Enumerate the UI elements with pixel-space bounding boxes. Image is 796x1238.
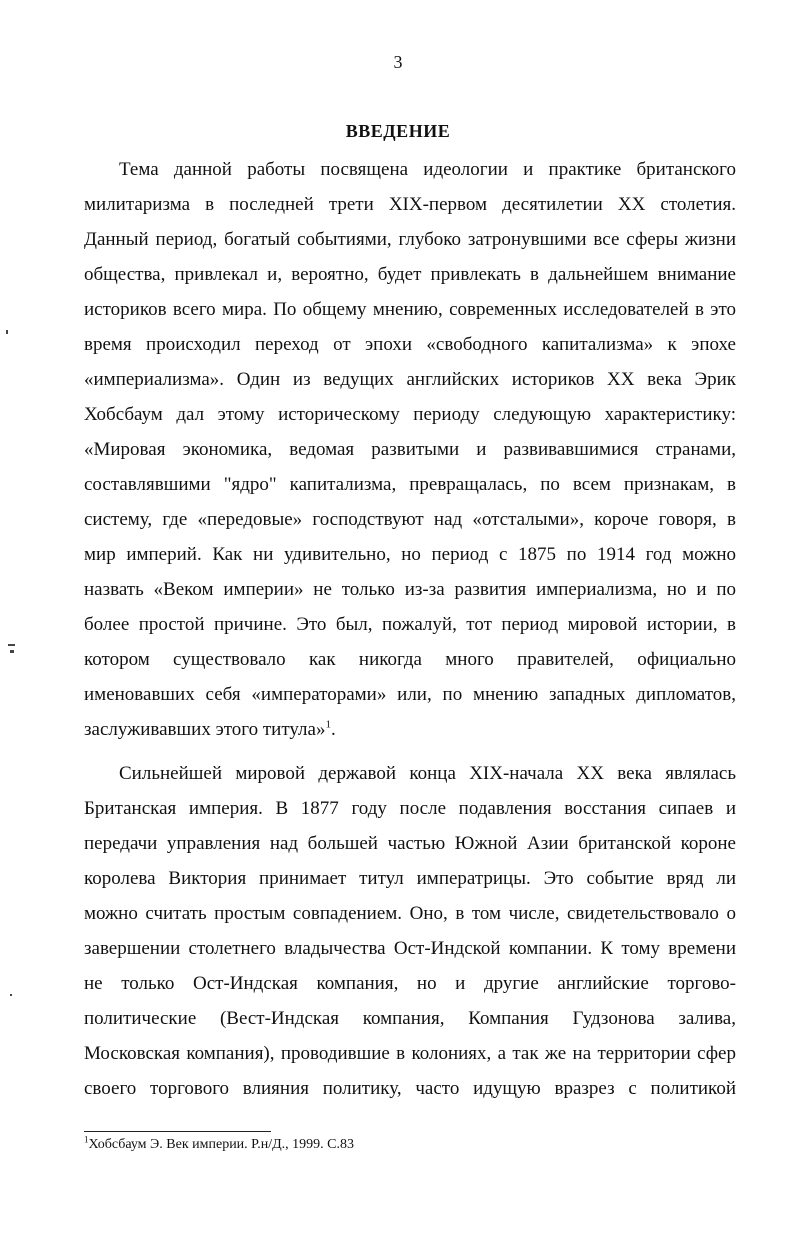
text-line: королева Виктория принимает титул императрицы. Это событие вряд ли xyxy=(84,868,736,889)
text-line: передачи управления над большей частью Южной Азии британской короне xyxy=(84,833,736,854)
text-line: общества, привлекал и, вероятно, будет привлекать в дальнейшем внимание xyxy=(84,264,736,285)
text-line: милитаризма в последней трети XIX-первом десятилетии XX столетия. xyxy=(84,194,736,215)
text-line: котором существовало как никогда много правителей, официально xyxy=(84,649,736,670)
scan-speck xyxy=(8,644,15,646)
text-line: Хобсбаум дал этому историческому периоду следующую характеристику: xyxy=(84,404,736,425)
text-line: завершении столетнего владычества Ост-Индской компании. К тому времени xyxy=(84,938,736,959)
scan-speck xyxy=(10,650,14,653)
text-line: назвать «Веком империи» не только из-за развития империализма, но и по xyxy=(84,579,736,600)
text-line: время происходил переход от эпохи «свободного капитализма» к эпохе xyxy=(84,334,736,355)
footnote-text: Хобсбаум Э. Век империи. Р.н/Д., 1999. С.83 xyxy=(88,1137,354,1152)
page-number: 3 xyxy=(393,52,403,72)
text-line: именовавших себя «императорами» или, по мнению западных дипломатов, xyxy=(84,684,736,705)
sentence-period: . xyxy=(330,719,336,740)
text-line: Британская империя. В 1877 году после подавления восстания сипаев и xyxy=(84,798,736,819)
text-line: «империализма». Один из ведущих английских историков XX века Эрик xyxy=(84,369,736,390)
text-line-last xyxy=(84,716,736,744)
text-line: Данный период, богатый событиями, глубоко затронувшими все сферы жизни xyxy=(84,229,736,250)
scan-speck xyxy=(10,994,12,996)
footnote-rule xyxy=(84,1131,271,1132)
text-line: своего торгового влияния политику, часто идущую вразрез с политикой xyxy=(84,1078,736,1099)
footnote-marker: 1 xyxy=(84,1134,89,1145)
text-line: политические (Вест-Индская компания, Компания Гудзонова залива, xyxy=(84,1008,736,1029)
text-line: «Мировая экономика, ведомая развитыми и развивавшимися странами, xyxy=(84,439,736,460)
quote-end-text: заслуживавших этого титула» xyxy=(84,719,326,740)
text-line: Тема данной работы посвящена идеологии и практике британского xyxy=(119,159,736,180)
text-line: Сильнейшей мировой державой конца XIX-начала XX века являлась xyxy=(119,763,736,784)
text-line: более простой причине. Это был, пожалуй, тот период мировой истории, в xyxy=(84,614,736,635)
text-line: систему, где «передовые» господствуют над «отсталыми», короче говоря, в xyxy=(84,509,736,530)
text-line: можно считать простым совпадением. Оно, в том числе, свидетельствовало о xyxy=(84,903,736,924)
text-line: не только Ост-Индская компания, но и другие английские торгово- xyxy=(84,973,736,994)
text-line: историков всего мира. По общему мнению, современных исследователей в это xyxy=(84,299,736,320)
footnote xyxy=(84,1134,354,1153)
scan-speck xyxy=(6,330,8,334)
text-line: составлявшими "ядро" капитализма, превращалась, по всем признакам, в xyxy=(84,474,736,495)
text-line: мир империй. Как ни удивительно, но период с 1875 по 1914 год можно xyxy=(84,544,736,565)
text-line: Московская компания), проводившие в колониях, а так же на территории сфер xyxy=(84,1043,736,1064)
section-title: ВВЕДЕНИЕ xyxy=(345,121,451,141)
footnote-reference: 1 xyxy=(325,718,331,731)
